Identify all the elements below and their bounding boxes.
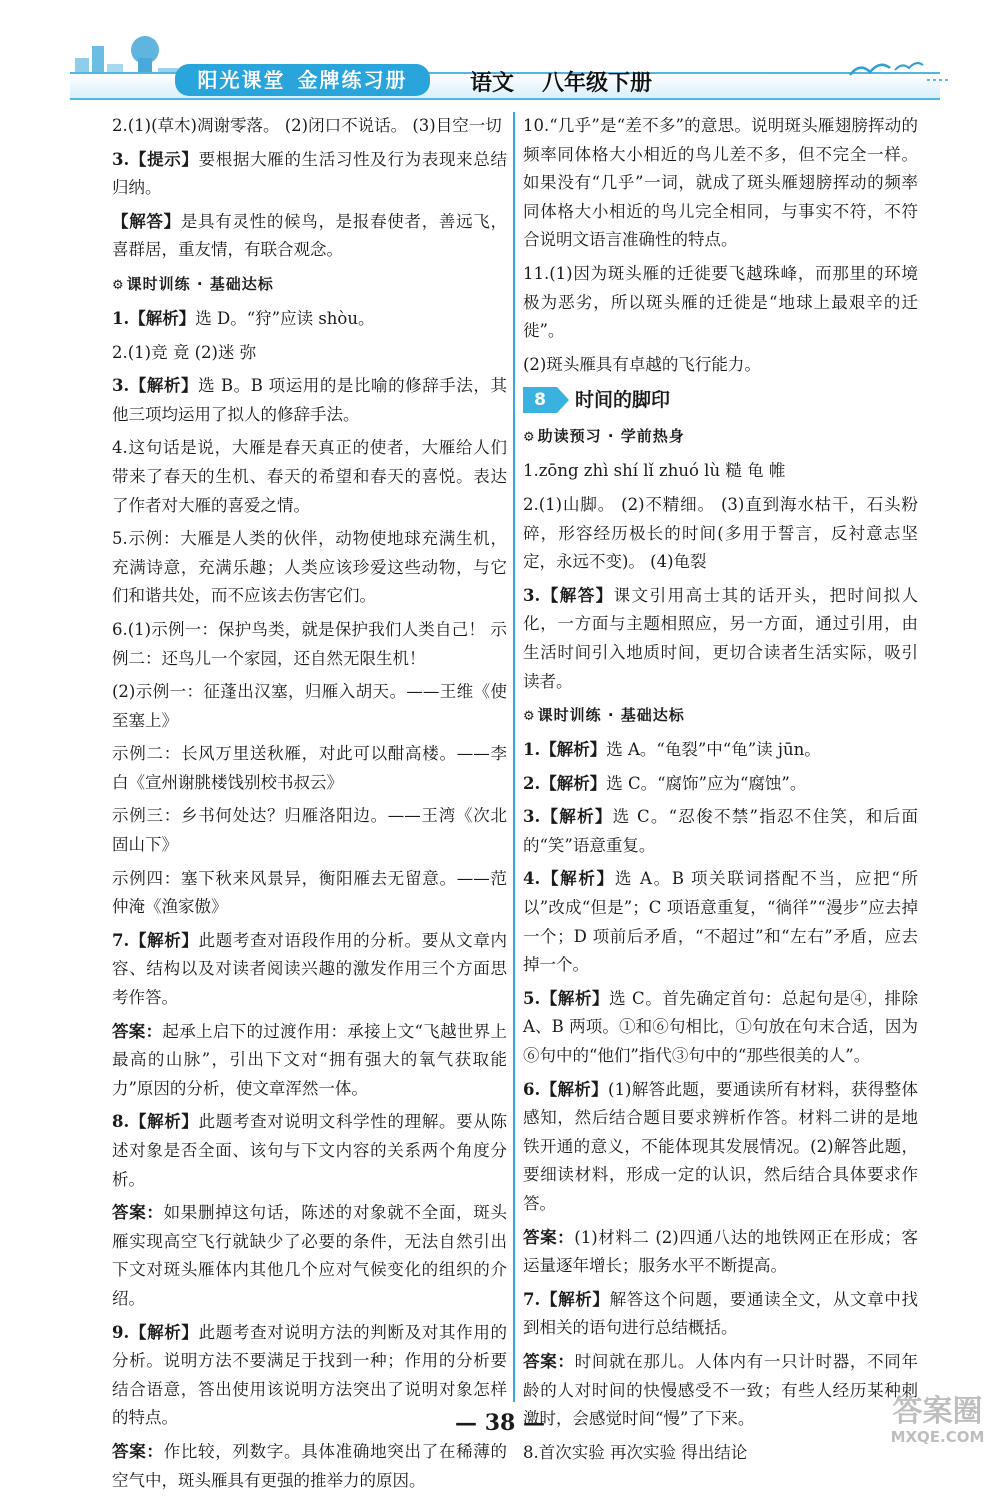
grade-label: 八年级下册: [542, 71, 653, 96]
answer-item: [112, 146, 507, 203]
answer-tag: 答案：: [112, 1441, 164, 1461]
watermark-logo: 答案圈: [892, 1394, 983, 1429]
answer-text: 选 D。“狩”应读 shòu。: [195, 308, 375, 328]
answer-text: (1)解答此题，要通读所有材料，获得整体感知，然后结合题目要求辨析作答。材料二讲的是地铁开通的意义，不能体现其发展情况。(2)解答此题，要细读材料，形成一定的认识，然后结合具体要求作答。: [523, 1079, 919, 1213]
series-name-b: 金牌练习册: [297, 68, 408, 92]
column-divider: [513, 112, 515, 1402]
answer-text: 解答这个问题，要通读全文，从文章中找到相关的语句进行总结概括。: [523, 1289, 919, 1338]
answer-item: [112, 927, 507, 1013]
answer-text: (2)示例一：征蓬出汉塞，归雁入胡天。——王维《使至塞上》: [112, 682, 507, 730]
answer-text: 此题考查对说明方法的判断及对其作用的分析。说明方法不要满足于找到一种；作用的分析要结合语意，答出使用该说明方法突出了说明对象怎样的特点。: [112, 1322, 508, 1428]
answer-tag: 3.【解析】: [112, 376, 199, 396]
answer-text: 1.zōng zhì shí lǐ zhuó lù 糙 龟 帷: [523, 461, 786, 481]
answer-item: [523, 1439, 918, 1468]
left-column: [112, 112, 507, 1500]
gear-icon: ⚙: [112, 277, 125, 293]
section-heading: [523, 702, 918, 730]
answer-item: [112, 208, 507, 265]
page-header: [0, 0, 1000, 100]
right-bottom-block: [523, 423, 924, 1467]
answer-text: 选 A。B 项关联词搭配不当，应把“所以”改成“但是”；C 项语意重复，“徜徉”“漫步”应去掉一个；D 项前后矛盾，“不超过”和“左右”矛盾，应去掉一个。: [523, 869, 919, 975]
answer-item: [523, 865, 918, 979]
answer-item: [112, 616, 507, 673]
series-brand: [175, 64, 430, 96]
answer-item: [112, 372, 507, 429]
answer-item: [523, 1224, 918, 1281]
answer-item: [112, 1018, 507, 1104]
subject-title: [470, 66, 680, 97]
answer-item: [112, 865, 507, 922]
answer-tag: 7.【解析】: [112, 930, 199, 950]
answer-item: [523, 1076, 918, 1219]
answer-tag: 1.【解析】: [112, 308, 196, 328]
answer-text: 4.这句话是说，大雁是春天真正的使者，大雁给人们带来了春天的生机、春天的希望和春天的喜悦。表达了作者对大雁的喜爱之情。: [112, 438, 507, 515]
answer-tag: 答案：: [523, 1227, 575, 1247]
answer-tag: 答案：: [523, 1351, 575, 1371]
answer-text: 如果删掉这句话，陈述的对象就不全面，斑头雁实现高空飞行就缺少了必要的条件，无法自然引出下文对斑头雁体内其他几个应对气候变化的组织的介绍。: [112, 1203, 508, 1308]
right-top-block: [523, 112, 918, 379]
birds-icon: [845, 50, 955, 90]
answer-tag: 3.【解答】: [523, 585, 614, 605]
series-name-a: 阳光课堂: [197, 68, 286, 92]
answer-tag: 9.【解析】: [112, 1322, 199, 1342]
answer-text: (1)材料二 (2)四通八达的地铁网正在形成；客运量逐年增长；服务水平不断提高。: [523, 1227, 918, 1276]
answer-item: [112, 1438, 507, 1495]
answer-item: [523, 457, 918, 486]
arrow-icon: [557, 387, 569, 413]
answer-text: 5.示例：大雁是人类的伙伴，动物使地球充满生机，充满诗意，充满乐趣；人类应该珍爱这些动物，与它们和谐共处，而不应该去伤害它们。: [112, 529, 507, 606]
answer-tag: 3.【提示】: [112, 149, 199, 169]
answer-item: [523, 351, 918, 380]
answer-item: [112, 802, 507, 859]
answer-item: [523, 1286, 918, 1343]
answer-tag: 2.【解析】: [523, 773, 607, 793]
answer-item: [523, 112, 918, 255]
answer-item: [523, 736, 918, 765]
section-heading: [112, 271, 507, 299]
answer-text: 示例四：塞下秋来风景异，衡阳雁去无留意。——范仲淹《渔家傲》: [112, 868, 507, 917]
answer-item: [523, 985, 924, 1071]
answer-text: 时间就在那儿。人体内有一只计时器，不同年龄的人对时间的快慢感受不一致；有些人经历某种刺激时，会感觉时间“慢”了下来。: [523, 1351, 919, 1429]
section-title: 助读预习 · 学前热身: [537, 427, 685, 446]
gear-icon: ⚙: [523, 430, 536, 446]
section-heading: [523, 423, 918, 451]
answer-item: [112, 740, 507, 797]
page-number: — 38 —: [455, 1410, 545, 1436]
section-title: 课时训练 · 基础达标: [537, 706, 685, 725]
answer-tag: 4.【解析】: [523, 869, 615, 889]
answer-text: 是具有灵性的候鸟，是报春使者，善远飞，喜群居，重友情，有联合观念。: [112, 211, 508, 260]
answer-text: 2.(1)竞 竟 (2)迷 弥: [112, 342, 257, 362]
answer-text: 2.(1)山脚。 (2)不精细。 (3)直到海水枯干，石头粉碎，形容经历极长的时间(多用于誓言，反衬意志坚定，永远不变)。 (4)龟裂: [523, 494, 918, 572]
answer-text: 选 C。“忍俊不禁”指忍不住笑，和后面的“笑”语意重复。: [523, 807, 918, 855]
answer-text: 要根据大雁的生活习性及行为表现来总结归纳。: [112, 149, 508, 198]
answer-item: [523, 260, 918, 346]
answer-text: 选 C。“腐饰”应为“腐蚀”。: [606, 773, 807, 793]
answer-text: 2.(1)(草木)凋谢零落。 (2)闭口不说话。 (3)目空一切: [112, 116, 502, 135]
section-title: 课时训练 · 基础达标: [126, 274, 274, 293]
answer-text: 选 B。B 项运用的是比喻的修辞手法，其他三项均运用了拟人的修辞手法。: [112, 376, 507, 424]
watermark-domain: MXQE.COM: [890, 1428, 985, 1446]
answer-tag: 答案：: [112, 1203, 164, 1223]
answer-item: [112, 1199, 507, 1313]
answer-text: 选 A。“龟裂”中“龟”读 jūn。: [606, 740, 821, 760]
gear-icon: ⚙: [523, 709, 536, 725]
answer-text: 8.首次实验 再次实验 得出结论: [523, 1442, 748, 1462]
answer-text: 示例二：长风万里送秋雁，对此可以酣高楼。——李白《宣州谢朓楼饯别校书叔云》: [112, 744, 507, 792]
answer-text: 11.(1)因为斑头雁的迁徙要飞越珠峰，而那里的环境极为恶劣，所以斑头雁的迁徙是“地球上最艰辛的迁徙”。: [523, 263, 918, 341]
answer-text: 示例三：乡书何处达？归雁洛阳边。——王湾《次北固山下》: [112, 806, 507, 855]
lesson-number: 8: [523, 387, 557, 413]
answer-tag: 7.【解析】: [523, 1289, 610, 1309]
answer-item: [112, 112, 507, 141]
answer-text: 此题考查对说明文科学性的理解。要从陈述对象是否全面、该句与下文内容的关系两个角度分析。: [112, 1112, 508, 1189]
answer-item: [112, 1108, 507, 1194]
watermark: [880, 1395, 995, 1450]
answer-text: 此题考查对语段作用的分析。要从文章内容、结构以及对读者阅读兴趣的激发作用三个方面思考作答。: [112, 930, 508, 1008]
answer-text: 课文引用高士其的话开头，把时间拟人化，一方面与主题相照应，另一方面，通过引用，由生活时间引入地质时间，更切合读者生活实际，吸引读者。: [523, 585, 918, 691]
answer-item: [523, 491, 918, 577]
answer-item: [523, 803, 918, 860]
answer-item: [523, 770, 918, 799]
lesson-title: 时间的脚印: [575, 389, 671, 412]
answer-text: 作比较，列数字。具体准确地突出了在稀薄的空气中，斑头雁具有更强的推举力的原因。: [112, 1441, 508, 1490]
right-column: [523, 112, 924, 1472]
answer-tag: 答案：: [112, 1021, 163, 1041]
answer-item: [112, 525, 507, 611]
answer-item: [112, 305, 507, 334]
answer-text: 起承上启下的过渡作用：承接上文“飞越世界上最高的山脉”，引出下文对“拥有强大的氧气获取能力”原因的分析，使文章浑然一体。: [112, 1021, 507, 1098]
answer-text: 6.(1)示例一：保护鸟类，就是保护我们人类自己！ 示例二：还鸟儿一个家园，还自然无限生机！: [112, 619, 507, 668]
answer-item: [112, 434, 507, 520]
answer-item: [112, 678, 507, 735]
subject-label: 语文: [470, 71, 515, 96]
answer-item: [523, 582, 918, 696]
answer-text: 选 C。首先确定首句：总起句是④，排除 A、B 两项。①和⑥句相比，①句放在句末合适，因为⑥句中的“他们”指代③句中的“那些很美的人”。: [523, 988, 924, 1066]
answer-text: (2)斑头雁具有卓越的飞行能力。: [523, 354, 761, 374]
answer-item: [112, 339, 507, 368]
answer-text: 10.“几乎”是“差不多”的意思。说明斑头雁翅膀挥动的频率同体格大小相近的鸟儿差不多，但不完全一样。如果没有“几乎”一词，就成了斑头雁翅膀挥动的频率同体格大小相近的鸟儿完全相同，与事实不符，不符合说明文语言准确性的特点。: [523, 116, 918, 250]
answer-tag: 8.【解析】: [112, 1112, 199, 1132]
answer-tag: 1.【解析】: [523, 740, 607, 760]
answer-tag: 5.【解析】: [523, 988, 610, 1008]
answer-tag: 【解答】: [112, 211, 181, 231]
answer-tag: 6.【解析】: [523, 1079, 609, 1099]
answer-tag: 3.【解析】: [523, 807, 613, 827]
lesson-heading: [523, 385, 918, 415]
